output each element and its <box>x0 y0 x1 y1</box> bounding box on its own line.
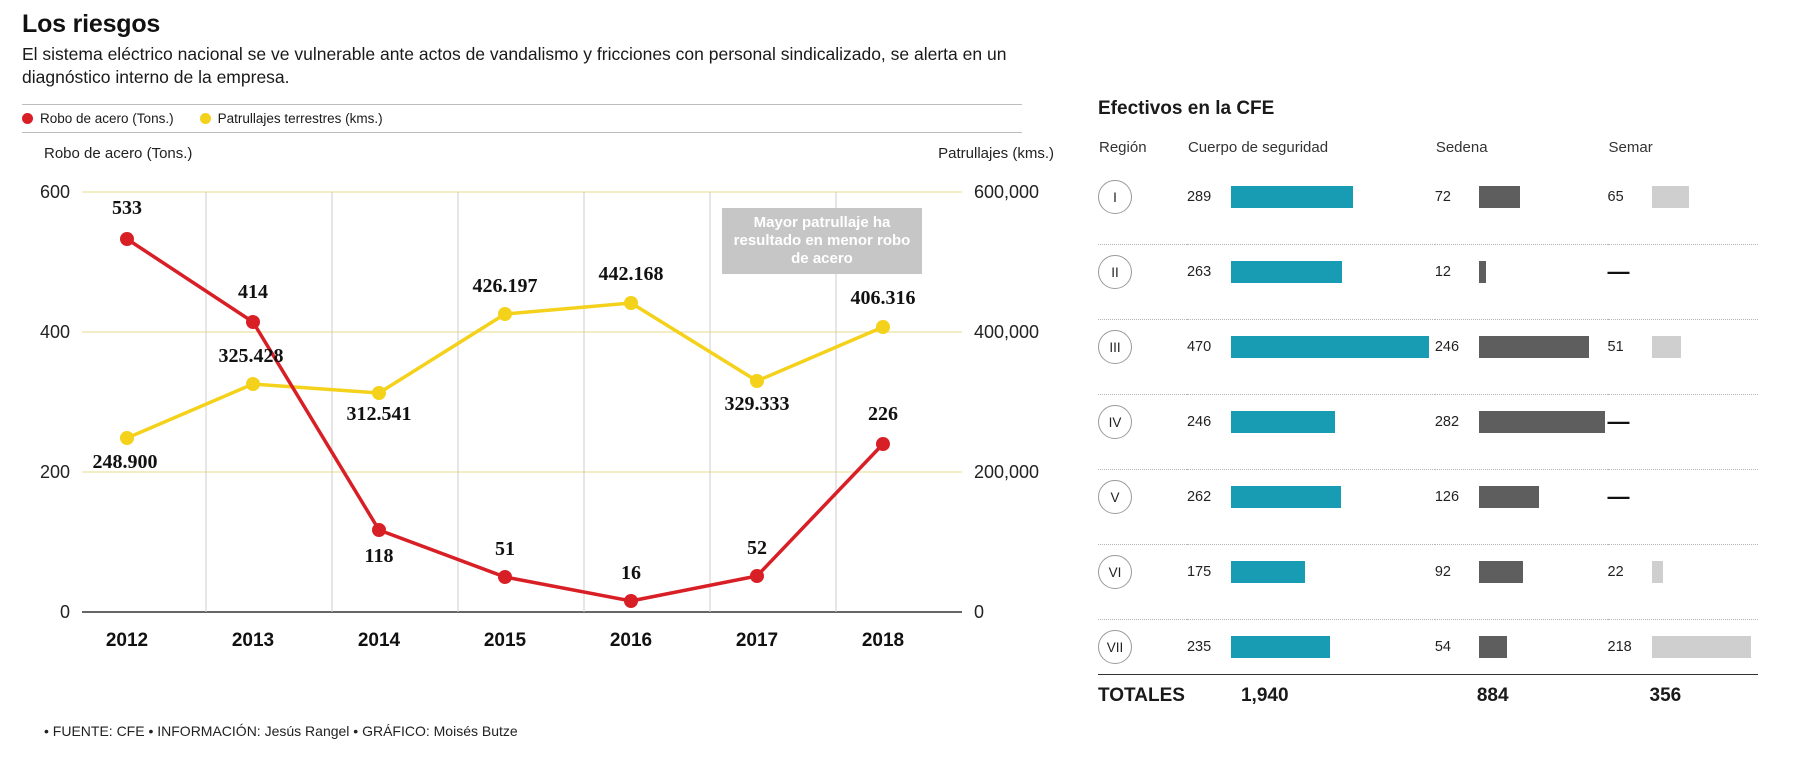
table-row <box>1098 320 1758 375</box>
point-label-robo: 118 <box>364 545 394 567</box>
y-left-tick: 200 <box>39 462 70 482</box>
sedena-bar <box>1479 261 1486 283</box>
x-tick-label: 2015 <box>483 630 527 651</box>
cuerpo-value: 263 <box>1186 264 1212 280</box>
legend-label: Patrullajes terrestres (kms.) <box>217 110 383 126</box>
sedena-value: 12 <box>1434 264 1451 280</box>
cfe-table <box>1098 138 1758 717</box>
table-row <box>1098 245 1758 300</box>
x-tick-label: 2018 <box>861 630 905 651</box>
cuerpo-bar <box>1231 411 1335 433</box>
sedena-bar <box>1479 561 1523 583</box>
point-label-robo: 226 <box>868 403 898 425</box>
region-chip: VII <box>1098 630 1132 664</box>
y-right-tick: 400,000 <box>974 322 1040 342</box>
semar-bar <box>1652 561 1663 583</box>
sedena-value: 54 <box>1434 639 1451 655</box>
cuerpo-value: 175 <box>1186 564 1212 580</box>
cuerpo-bar <box>1231 336 1429 358</box>
sedena-value: 92 <box>1434 564 1451 580</box>
table-row <box>1098 545 1758 600</box>
table-header-row <box>1098 138 1758 170</box>
region-chip: II <box>1098 255 1132 289</box>
totals-semar: 356 <box>1608 675 1758 718</box>
point-label-robo: 51 <box>495 538 515 560</box>
right-axis-caption: Patrullajes (kms.) <box>938 145 1054 162</box>
totals-label: TOTALES <box>1098 675 1187 718</box>
point-label-robo: 414 <box>238 281 268 303</box>
region-chip: III <box>1098 330 1132 364</box>
sedena-bar <box>1479 636 1507 658</box>
x-tick-label: 2016 <box>609 630 653 651</box>
page-deck: El sistema eléctrico nacional se ve vulnerable ante actos de vandalismo y fricciones con personal sindicalizado, se alerta en un diagnóstico interno de la empresa. <box>22 44 1007 88</box>
sedena-bar <box>1479 411 1605 433</box>
legend-item-robo <box>22 111 174 126</box>
point-label-patrullajes: 329.333 <box>724 393 790 415</box>
cuerpo-value: 235 <box>1186 639 1212 655</box>
sedena-value: 246 <box>1434 339 1460 355</box>
cuerpo-bar <box>1231 186 1353 208</box>
row-divider <box>1098 599 1758 620</box>
x-tick-label: 2017 <box>735 630 779 651</box>
table-row <box>1098 395 1758 450</box>
semar-bar <box>1652 336 1681 358</box>
cuerpo-bar <box>1231 486 1341 508</box>
sedena-bar <box>1479 486 1539 508</box>
point-label-patrullajes: 248.900 <box>92 451 158 473</box>
chart-callout: Mayor patrullaje ha resultado en menor robo de acero <box>722 208 922 274</box>
x-tick-label: 2013 <box>231 630 275 651</box>
cuerpo-value: 246 <box>1186 414 1212 430</box>
row-divider <box>1098 224 1758 245</box>
semar-value: — <box>1607 409 1630 434</box>
cuerpo-value: 289 <box>1186 189 1212 205</box>
y-left-tick: 400 <box>39 322 70 342</box>
point-label-patrullajes: 426.197 <box>472 275 538 297</box>
y-left-tick: 0 <box>59 602 70 622</box>
sedena-bar <box>1479 186 1520 208</box>
page-title: Los riesgos <box>22 10 161 38</box>
point-label-patrullajes: 406.316 <box>850 287 916 309</box>
cfe-table-panel <box>1098 0 1788 758</box>
semar-bar <box>1652 186 1689 208</box>
y-right-tick: 600,000 <box>974 182 1040 202</box>
left-axis-caption: Robo de acero (Tons.) <box>44 145 193 162</box>
column-header-cuerpo: Cuerpo de seguridad <box>1187 139 1329 156</box>
semar-value: 218 <box>1607 639 1632 655</box>
credit-line: • FUENTE: CFE • INFORMACIÓN: Jesús Rangel • GRÁFICO: Moisés Butze <box>44 723 518 739</box>
row-divider <box>1098 524 1758 545</box>
region-chip: IV <box>1098 405 1132 439</box>
cuerpo-bar <box>1231 561 1305 583</box>
table-row <box>1098 170 1758 224</box>
point-label-patrullajes: 325.428 <box>218 345 284 367</box>
semar-value: — <box>1607 484 1630 509</box>
point-label-patrullajes: 312.541 <box>346 403 412 425</box>
table-row <box>1098 470 1758 525</box>
semar-bar <box>1652 636 1751 658</box>
row-divider <box>1098 449 1758 470</box>
cuerpo-value: 470 <box>1186 339 1212 355</box>
column-header-region: Región <box>1099 139 1147 156</box>
point-label-robo: 16 <box>621 562 641 584</box>
region-chip: I <box>1098 180 1132 214</box>
semar-value: — <box>1607 259 1630 284</box>
region-chip: VI <box>1098 555 1132 589</box>
totals-sedena: 884 <box>1435 675 1608 718</box>
legend-item-patrullajes <box>200 111 383 126</box>
legend-swatch-icon <box>22 113 33 124</box>
column-header-sedena: Sedena <box>1435 139 1488 156</box>
chart-legend <box>22 104 1022 133</box>
region-chip: V <box>1098 480 1132 514</box>
row-divider <box>1098 299 1758 320</box>
y-right-tick: 0 <box>974 602 985 622</box>
semar-value: 65 <box>1607 189 1624 205</box>
totals-row <box>1098 675 1758 718</box>
totals-cuerpo: 1,940 <box>1187 675 1435 718</box>
point-label-robo: 533 <box>112 197 142 219</box>
sedena-value: 72 <box>1434 189 1451 205</box>
cuerpo-bar <box>1231 636 1330 658</box>
sedena-bar <box>1479 336 1589 358</box>
x-tick-label: 2012 <box>105 630 149 651</box>
point-label-robo: 52 <box>747 537 767 559</box>
column-header-semar: Semar <box>1608 139 1653 156</box>
table-row <box>1098 620 1758 675</box>
row-divider <box>1098 374 1758 395</box>
legend-swatch-icon <box>200 113 211 124</box>
semar-value: 51 <box>1607 339 1624 355</box>
sedena-value: 282 <box>1434 414 1460 430</box>
semar-value: 22 <box>1607 564 1624 580</box>
cuerpo-value: 262 <box>1186 489 1212 505</box>
chart-panel <box>22 0 1072 758</box>
cuerpo-bar <box>1231 261 1342 283</box>
y-right-tick: 200,000 <box>974 462 1040 482</box>
sedena-value: 126 <box>1434 489 1460 505</box>
legend-label: Robo de acero (Tons.) <box>40 110 174 126</box>
y-left-tick: 600 <box>39 182 70 202</box>
point-label-patrullajes: 442.168 <box>598 263 664 285</box>
x-tick-label: 2014 <box>357 630 401 651</box>
table-title: Efectivos en la CFE <box>1098 98 1275 119</box>
